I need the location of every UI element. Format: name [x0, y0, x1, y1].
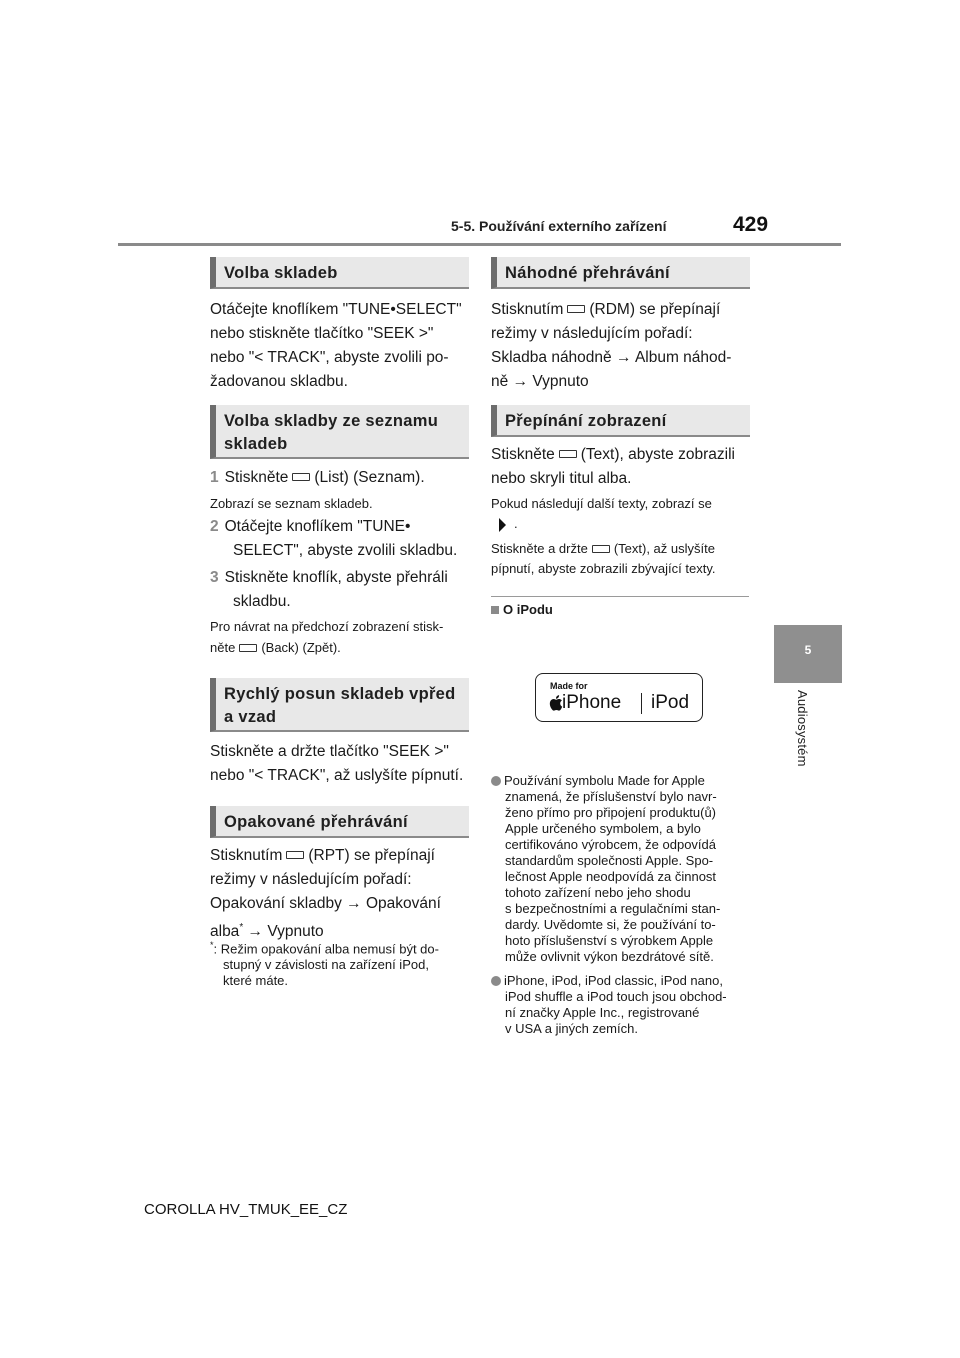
text: Album náhod-	[634, 349, 732, 366]
chapter-number: 5	[804, 643, 812, 657]
text-line: režimy v následujícím pořadí:	[491, 325, 693, 342]
text-line: nebo "< TRACK", abyste zvolili po-	[210, 349, 449, 366]
right-arrow-icon: →	[615, 349, 632, 366]
note-line: pípnutí, abyste zobrazili zbývající texty.	[491, 561, 716, 576]
text: Vypnuto	[532, 373, 589, 390]
text-line	[210, 892, 472, 916]
bullet-line: standardům společnosti Apple. Spo-	[505, 853, 714, 868]
bullet-made-for-apple	[491, 773, 753, 965]
text: Opakování skladby	[210, 895, 342, 912]
step-number: 2	[210, 518, 219, 535]
heading-volba-skladeb	[210, 257, 469, 289]
text-line	[491, 298, 753, 322]
text: Stiskněte a držte	[491, 541, 588, 556]
step-text: Stiskněte	[224, 469, 289, 486]
bullet-line	[491, 773, 753, 789]
text: Stiskněte	[491, 446, 555, 463]
bullet-dot-icon	[491, 776, 501, 786]
button-outline-icon	[592, 545, 610, 553]
text-line	[210, 844, 472, 868]
note-line: Pro návrat na předchozí zobrazení stisk-	[210, 619, 444, 634]
button-outline-icon	[292, 473, 310, 481]
step-1-note: Zobrazí se seznam skladeb.	[210, 496, 373, 511]
text: (RDM) se přepínají	[589, 301, 721, 318]
note-line	[491, 539, 753, 559]
prepinani-text	[491, 443, 753, 491]
text-line	[491, 346, 753, 370]
heading-text: Volba skladby ze seznamu	[224, 412, 439, 430]
text-line: nebo "< TRACK", až uslyšíte pípnutí.	[210, 767, 464, 784]
step-number: 3	[210, 569, 219, 586]
badge-divider	[641, 693, 642, 714]
text: Stisknutím	[210, 847, 283, 864]
made-for-iphone-ipod-badge	[535, 673, 703, 722]
bullet-line: s bezpečnostními a regulačními stan-	[505, 901, 721, 916]
prepinani-note-2	[491, 539, 753, 579]
chapter-label: Audiosystém	[795, 690, 810, 767]
section-header: 5-5. Používání externího zařízení	[451, 218, 667, 234]
text-line: nebo skryli titul alba.	[491, 470, 632, 487]
step-text: Stiskněte knoflík, abyste přehráli	[224, 569, 448, 586]
note-text: (Back) (Zpět).	[261, 640, 341, 655]
bullet-line: lečnost Apple neodpovídá za činnost	[505, 869, 717, 884]
heading-text: Volba skladeb	[224, 264, 338, 282]
button-outline-icon	[559, 450, 577, 458]
bullet-trademarks	[491, 973, 753, 1037]
step-3	[210, 566, 495, 614]
text: Vypnuto	[267, 923, 324, 941]
square-bullet-icon	[491, 606, 499, 614]
prepinani-note	[491, 494, 753, 534]
step-number: 1	[210, 469, 219, 486]
step-text: (List) (Seznam).	[314, 469, 425, 486]
note-line	[210, 637, 472, 658]
text-line: Stiskněte a držte tlačítko "SEEK >"	[210, 743, 449, 760]
heading-text: Přepínání zobrazení	[505, 412, 667, 430]
step-text: skladbu.	[233, 593, 291, 610]
heading-text: a vzad	[224, 708, 277, 726]
opakovane-text	[210, 844, 472, 944]
text: (Text), až uslyšíte	[613, 541, 715, 556]
heading-text: Náhodné přehrávání	[505, 264, 670, 282]
document-footer: COROLLA HV_TMUK_EE_CZ	[144, 1201, 348, 1218]
button-outline-icon	[239, 644, 257, 652]
heading-rychly-posun	[210, 678, 469, 732]
text: (RPT) se přepínají	[308, 847, 435, 864]
step-text: Otáčejte knoflíkem "TUNE•	[224, 518, 411, 535]
bullet-line: ní značky Apple Inc., registrované	[505, 1005, 700, 1020]
text: Používání symbolu Made for Apple	[504, 773, 705, 788]
note-text: něte	[210, 640, 236, 655]
button-outline-icon	[567, 305, 585, 313]
text-line	[491, 370, 753, 394]
bullet-line	[491, 973, 753, 989]
text: alba	[210, 923, 240, 941]
section-divider	[491, 596, 749, 597]
header-divider	[118, 243, 841, 246]
text-line: Otáčejte knoflíkem "TUNE•SELECT"	[210, 301, 462, 318]
text-line	[491, 443, 753, 467]
right-arrow-icon: →	[346, 895, 362, 912]
nahodne-text	[491, 298, 753, 394]
volba-skladeb-text	[210, 298, 472, 394]
apple-logo-icon	[548, 694, 563, 717]
bullet-dot-icon	[491, 976, 501, 986]
text-line: žadovanou skladbu.	[210, 373, 348, 390]
heading-text: Rychlý posun skladeb vpřed	[224, 685, 456, 703]
text: : Režim opakování alba nemusí být do-	[213, 941, 439, 957]
text: ně	[491, 373, 509, 390]
heading-text: Opakované přehrávání	[224, 813, 408, 831]
text: iPhone, iPod, iPod classic, iPod nano,	[504, 973, 723, 988]
text: .	[514, 516, 518, 531]
footnote-line: stupný v závislosti na zařízení iPod,	[223, 957, 429, 973]
bullet-line: hoto příslušenství s výrobkem Apple	[505, 933, 714, 948]
text-line: nebo stiskněte tlačítko "SEEK >"	[210, 325, 434, 342]
bullet-line: certifikováno výrobcem, že odpovídá	[505, 837, 716, 852]
bullet-line: dardy. Uvědomte si, že používání to-	[505, 917, 716, 932]
footnote-marker: *	[239, 922, 244, 933]
continue-triangle-icon	[499, 518, 506, 532]
page-number: 429	[733, 213, 769, 236]
right-arrow-icon: →	[512, 373, 529, 390]
heading-nahodne	[491, 257, 750, 289]
back-note	[210, 616, 472, 658]
chapter-tab	[774, 625, 842, 683]
o-ipodu-heading	[491, 600, 553, 619]
bullet-line: v USA a jiných zemích.	[505, 1021, 638, 1036]
bullet-line: znamená, že příslušenství bylo navr-	[505, 789, 717, 804]
text: Stisknutím	[491, 301, 564, 318]
text: (Text), abyste zobrazili	[580, 446, 735, 463]
heading-prepinani	[491, 405, 750, 437]
heading-ze-seznamu	[210, 405, 469, 459]
badge-made-for: Made for	[550, 681, 588, 691]
bullet-line: tohoto zařízení nebo jeho shodu	[505, 885, 691, 900]
right-arrow-icon: →	[247, 923, 264, 941]
note-line: Pokud následují další texty, zobrazí se	[491, 496, 712, 511]
text: Skladba náhodně	[491, 349, 612, 366]
text-line: režimy v následujícím pořadí:	[210, 871, 412, 888]
badge-ipod: iPod	[651, 692, 690, 713]
step-2	[210, 515, 495, 563]
step-text: SELECT", abyste zvolili skladbu.	[233, 542, 458, 559]
footnote	[210, 937, 475, 989]
badge-iphone: iPhone	[562, 692, 622, 713]
bullet-line: Apple určeného symbolem, a bylo	[505, 821, 701, 836]
rychly-posun-text	[210, 740, 475, 788]
footnote-line	[210, 937, 475, 957]
bullet-line: ženo přímo pro připojení produktu(ů)	[505, 805, 717, 820]
bullet-line: iPod shuffle a iPod touch jsou obchod-	[505, 989, 727, 1004]
bullet-line: může ovlivnit výkon bezdrátové sítě.	[505, 949, 714, 964]
footnote-line: které máte.	[223, 973, 289, 989]
text: O iPodu	[503, 602, 553, 617]
step-1	[210, 466, 472, 490]
button-outline-icon	[286, 851, 304, 859]
text: Opakování	[365, 895, 441, 912]
footnote-marker: *	[210, 940, 214, 950]
heading-opakovane	[210, 806, 469, 838]
heading-text: skladeb	[224, 435, 288, 453]
note-line	[491, 514, 753, 534]
